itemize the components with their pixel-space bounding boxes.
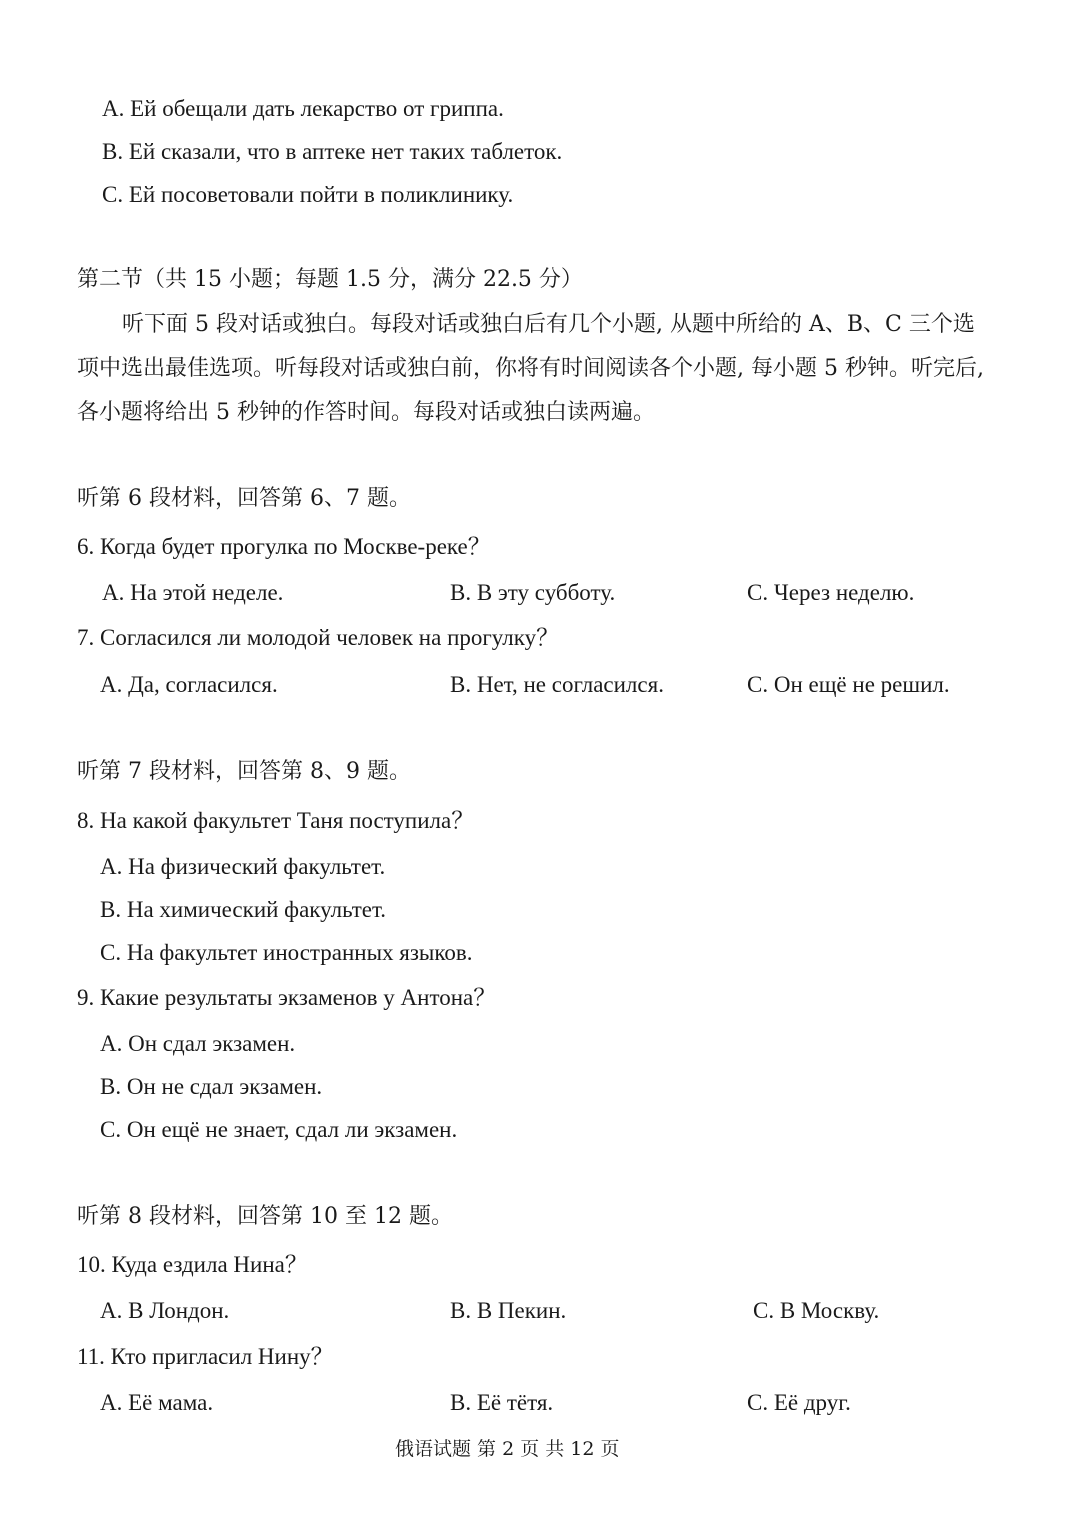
option-b: B. На химический факультет. — [100, 897, 387, 922]
option-b: B. Он не сдал экзамен. — [100, 1074, 323, 1099]
option-c: C. Ей посоветовали пойти в поликлинику. — [102, 182, 514, 207]
instructions-line-1: 听下面 5 段对话或独白。每段对话或独白后有几个小题, 从题中所给的 A、B、C 三个选 — [122, 312, 975, 337]
option-b: B. Её тётя. — [450, 1390, 554, 1415]
option-c: C. В Москву. — [753, 1298, 880, 1323]
material-header: 听第 6 段材料，回答第 6、7 题。 — [77, 486, 411, 511]
option-c: C. Он ещё не знает, сдал ли экзамен. — [100, 1117, 458, 1142]
option-b: B. Нет, не согласился. — [450, 672, 664, 697]
option-a: A. На этой неделе. — [102, 580, 284, 605]
option-a: A. Он сдал экзамен. — [100, 1031, 296, 1056]
question: 10. Куда ездила Нина？ — [77, 1252, 308, 1277]
option-c: C. Её друг. — [747, 1390, 851, 1415]
option-a: A. На физический факультет. — [100, 854, 386, 879]
option-a: A. Её мама. — [100, 1390, 214, 1415]
question: 11. Кто пригласил Нину？ — [77, 1344, 334, 1369]
material-header: 听第 8 段材料，回答第 10 至 12 题。 — [77, 1204, 453, 1229]
page-footer: 俄语试题 第 2 页 共 12 页 — [395, 1438, 620, 1460]
option-c: C. На факультет иностранных языков. — [100, 940, 473, 965]
question: 9. Какие результаты экзаменов у Антона？ — [77, 985, 497, 1010]
instructions-line-2: 项中选出最佳选项。听每段对话或独白前，你将有时间阅读各个小题, 每小题 5 秒钟。听完后, — [77, 356, 984, 381]
instructions-line-3: 各小题将给出 5 秒钟的作答时间。每段对话或独白读两遍。 — [77, 400, 655, 425]
question: 7. Согласился ли молодой человек на прогулку？ — [77, 625, 560, 650]
option-b: B. В эту субботу. — [450, 580, 616, 605]
option-b: B. В Пекин. — [450, 1298, 567, 1323]
material-header: 听第 7 段材料，回答第 8、9 题。 — [77, 759, 411, 784]
section-header: 第二节（共 15 小题；每题 1.5 分，满分 22.5 分） — [77, 267, 583, 292]
option-c: C. Через неделю. — [747, 580, 915, 605]
option-a: A. Да, согласился. — [100, 672, 278, 697]
option-a: A. Ей обещали дать лекарство от гриппа. — [102, 96, 504, 121]
option-c: C. Он ещё не решил. — [747, 672, 950, 697]
question: 6. Когда будет прогулка по Москве-реке？ — [77, 534, 491, 559]
option-a: A. В Лондон. — [100, 1298, 230, 1323]
option-b: B. Ей сказали, что в аптеке нет таких таблеток. — [102, 139, 563, 164]
question: 8. На какой факультет Таня поступила？ — [77, 808, 475, 833]
